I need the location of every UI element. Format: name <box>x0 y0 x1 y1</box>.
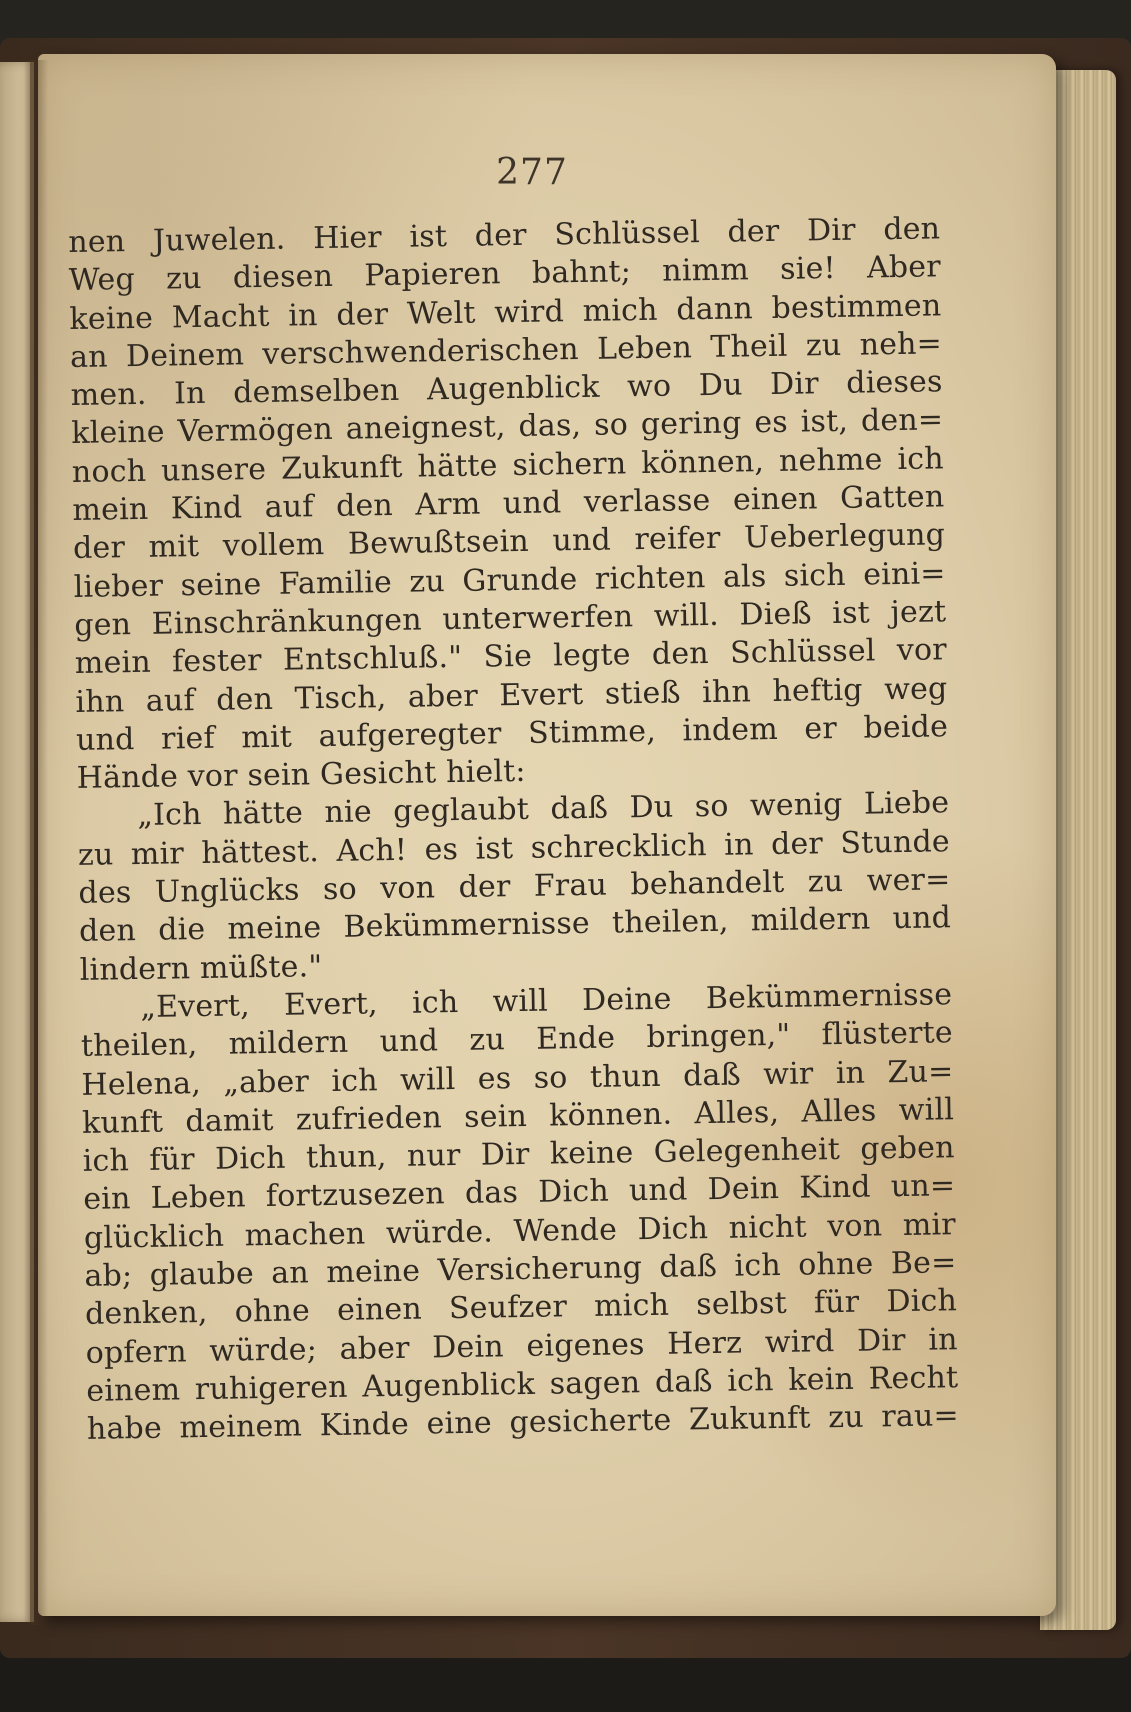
text-line: mein Kind auf den Arm und verlasse einen Gatten <box>72 479 945 529</box>
text-line: opfern würde; aber Dein eigenes Herz wird Dir in <box>85 1321 958 1371</box>
text-line: der mit vollem Bewußtsein und reifer Ueberlegung <box>72 517 946 567</box>
text-line: ich für Dich thun, nur Dir keine Gelegenheit geben <box>82 1130 955 1180</box>
text-line: keine Macht in der Welt wird mich dann bestimmen <box>69 287 942 337</box>
text-line: an Deinem verschwenderischen Leben Theil zu neh= <box>69 326 943 375</box>
text-line: ihn auf den Tisch, aber Evert stieß ihn heftig weg <box>75 670 948 720</box>
text-line: Helena, „aber ich will es so thun daß wir in Zu= <box>81 1053 954 1103</box>
text-line: ab; glaube an meine Versicherung daß ich ohne Be= <box>84 1245 957 1294</box>
text-line: des Unglücks so von der Frau behandelt zu wer= <box>78 862 951 911</box>
text-line: theilen, mildern und zu Ende bringen," flüsterte <box>80 1015 954 1065</box>
gutter-shadow <box>30 60 48 1625</box>
book-page <box>38 54 1056 1616</box>
text-line: kleine Vermögen aneignest, das, so gering es ist, den= <box>71 402 944 452</box>
text-line: ein Leben fortzusezen das Dich und Dein Kind un= <box>83 1168 956 1218</box>
text-line: lieber seine Familie zu Grunde richten als sich eini= <box>73 555 946 605</box>
text-line: glücklich machen würde. Wende Dich nicht von mir <box>83 1206 957 1256</box>
page-text <box>68 210 959 1449</box>
text-line: zu mir hättest. Ach! es ist schrecklich in der Stunde <box>77 823 951 873</box>
text-line: Hände vor sein Gesicht hielt: <box>76 754 526 797</box>
text-line: habe meinem Kinde eine gesicherte Zukunft zu rau= <box>86 1398 960 1448</box>
text-line: den die meine Bekümmernisse theilen, mildern und <box>78 900 952 950</box>
left-facing-page <box>0 62 34 1622</box>
text-line: nen Juwelen. Hier ist der Schlüssel der Dir den <box>68 211 941 260</box>
text-line: kunft damit zufrieden sein können. Alles, Alles will <box>81 1092 955 1141</box>
text-line: men. In demselben Augenblick wo Du Dir dieses <box>70 364 943 414</box>
text-line: mein fester Entschluß." Sie legte den Schlüssel vor <box>74 632 948 682</box>
text-line: und rief mit aufgeregter Stimme, indem er beide <box>75 709 949 758</box>
text-line: denken, ohne einen Seufzer mich selbst für Dich <box>84 1283 958 1333</box>
text-line: „Ich hätte nie geglaubt daß Du so wenig Liebe <box>137 785 950 834</box>
text-line: gen Einschränkungen unterwerfen will. Dieß ist jezt <box>74 594 947 643</box>
text-line: lindern müßte." <box>79 948 323 988</box>
text-line: noch unsere Zukunft hätte sichern können, nehme ich <box>71 441 945 490</box>
page-number: 277 <box>496 152 568 193</box>
text-line: „Evert, Evert, ich will Deine Bekümmernisse <box>140 977 953 1025</box>
text-line: einem ruhigeren Augenblick sagen daß ich kein Recht <box>86 1360 959 1409</box>
text-line: Weg zu diesen Papieren bahnt; nimm sie! Aber <box>68 249 942 299</box>
